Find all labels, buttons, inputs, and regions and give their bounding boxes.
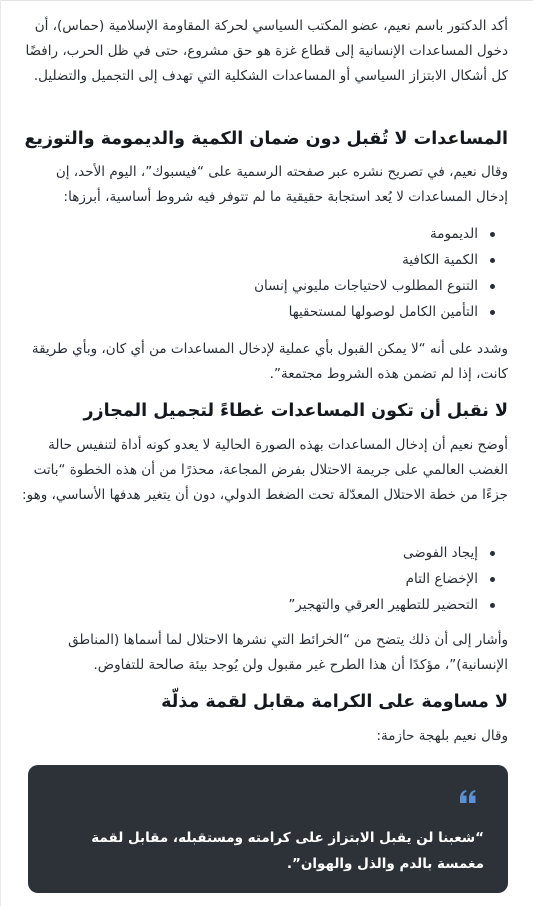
list-item: التحضير للتطهير العرقي والتهجير” xyxy=(22,592,478,618)
paragraph-maps: وأشار إلى أن ذلك يتضح من “الخرائط التي نشرها الاحتلال لما أسماها (المناطق الإنسانية)”، مؤكدًا أن هذا الطرح غير مقبول ولن يُوجد بيئة صالحة للتفاوض. xyxy=(68,632,508,673)
section-heading-aid-conditions: المساعدات لا تُقبل دون ضمان الكمية والديمومة والتوزيع xyxy=(24,129,508,149)
list-item: الكمية الكافية xyxy=(22,247,478,273)
list-item: الديمومة xyxy=(22,221,478,247)
paragraph-explanation: أوضح نعيم أن إدخال المساعدات بهذه الصورة الحالية لا يعدو كونه أداة لتنفيس حالة الغضب العالمي على جريمة الاحتلال بفرض المجاعة، محذرًا من أن هذه الخطوة “باتت جزءًا من خطة الاحتلال المعدّلة تحت الضغط الدولي، دون أن يتغير هدفها الأساسي، وهو: xyxy=(22,437,508,503)
quote-text: “شعبنا لن يقبل الابتزاز على كرامته ومستقبله، مقابل لقمة مغمسة بالدم والذل والهوان”. xyxy=(91,830,484,872)
list-item: الإخضاع التام xyxy=(22,566,478,592)
section-heading-dignity: لا مساومة على الكرامة مقابل لقمة مذلّة xyxy=(161,692,508,712)
paragraph-quote-intro: وقال نعيم بلهجة حازمة: xyxy=(376,728,508,744)
blockquote xyxy=(28,765,508,893)
intro-paragraph: أكد الدكتور باسم نعيم، عضو المكتب السياسي لحركة المقاومة الإسلامية (حماس)، أن دخول المساعدات الإنسانية إلى قطاع غزة هو حق مشروع، حتى في ظل الحرب، رافضًا كل أشكال الابتزاز السياسي أو المساعدات الشكلية التي تهدف إلى التجميل والتضليل. xyxy=(25,18,508,84)
goals-list xyxy=(22,540,508,618)
quote-mark-icon xyxy=(458,789,478,807)
conditions-list xyxy=(22,221,508,325)
section-heading-no-cover: لا نقبل أن تكون المساعدات غطاءً لتجميل المجازر xyxy=(83,401,508,421)
list-item: التأمين الكامل لوصولها لمستحقيها xyxy=(22,299,478,325)
paragraph-emphasis: وشدد على أنه “لا يمكن القبول بأي عملية لإدخال المساعدات من أي كان، وبأي طريقة كانت، إذا لم تضمن هذه الشروط مجتمعة”. xyxy=(31,341,508,382)
content-border-top xyxy=(0,0,533,1)
content-border-left xyxy=(0,0,1,906)
list-item: إيجاد الفوضى xyxy=(22,540,478,566)
paragraph-facebook-statement: وقال نعيم، في تصريح نشره عبر صفحته الرسمية على “فيسبوك”، اليوم الأحد، إن إدخال المساعدات لا يُعد استجابة حقيقية ما لم تتوفر فيه شروط أساسية، أبرزها: xyxy=(55,164,508,205)
list-item: التنوع المطلوب لاحتياجات مليوني إنسان xyxy=(22,273,478,299)
